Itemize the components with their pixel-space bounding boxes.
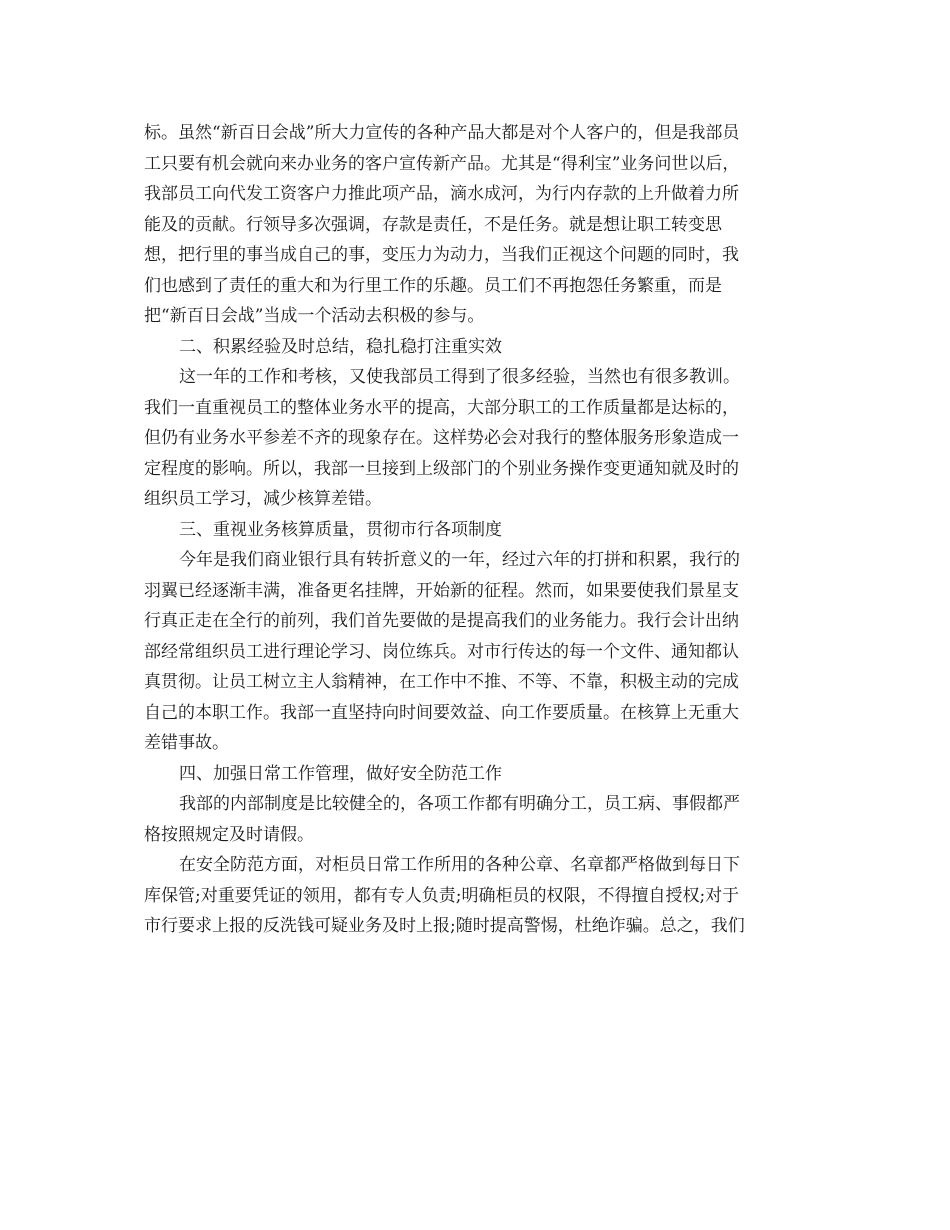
text-line: 们也感到了责任的重大和为行里工作的乐趣。员工们不再抱怨任务繁重，而是 (144, 275, 722, 296)
text-line: 今年是我们商业银行具有转折意义的一年，经过六年的打拼和积累，我行的 (179, 550, 740, 570)
text-line: 能及的贡献。行领导多次强调，存款是责任，不是任务。就是想让职工转变思 (144, 214, 722, 235)
text-line: 这一年的工作和考核，又使我部员工得到了很多经验，当然也有很多教训。 (179, 367, 740, 387)
section-heading: 三、重视业务核算质量，贯彻市行各项制度 (179, 519, 502, 540)
text-line: 部经常组织员工进行理论学习、岗位练兵。对市行传达的每一个文件、通知都认 (144, 641, 739, 662)
text-line: 但仍有业务水平参差不齐的现象存在。这样势必会对我行的整体服务形象造成一 (144, 428, 739, 448)
text-line: 标。虽然“新百日会战”所大力宣传的各种产品大都是对个人客户的，但是我部员 (144, 123, 740, 143)
text-line: 差错事故。 (144, 733, 229, 753)
text-line: 我部员工向代发工资客户力推此项产品，滴水成河，为行内存款的上升做着力所 (144, 184, 739, 204)
section-heading: 二、积累经验及时总结，稳扎稳打注重实效 (179, 336, 502, 357)
text-line: 行真正走在全行的前列，我们首先要做的是提高我们的业务能力。我行会计出纳 (144, 611, 739, 631)
text-line: 组织员工学习，减少核算差错。 (144, 489, 382, 509)
section-heading: 四、加强日常工作管理，做好安全防范工作 (179, 763, 502, 784)
text-line: 定程度的影响。所以，我部一旦接到上级部门的个别业务操作变更通知就及时的 (144, 458, 739, 479)
text-line: 羽翼已经逐渐丰满，准备更名挂牌，开始新的征程。然而，如果要使我们景星支 (144, 580, 739, 601)
text-line: 真贯彻。让员工树立主人翁精神，在工作中不推、不等、不靠，积极主动的完成 (144, 672, 739, 692)
text-line: 格按照规定及时请假。 (144, 824, 314, 845)
text-line: 市行要求上报的反洗钱可疑业务及时上报;随时提高警惕，杜绝诈骗。总之，我们 (144, 916, 745, 936)
text-line: 把“新百日会战”当成一个活动去积极的参与。 (144, 306, 485, 326)
body-text (144, 118, 804, 942)
text-line: 在安全防范方面，对柜员日常工作所用的各种公章、名章都严格做到每日下 (179, 855, 740, 875)
text-line: 想，把行里的事当成自己的事，变压力为动力，当我们正视这个问题的同时，我 (144, 245, 739, 265)
text-line: 我部的内部制度是比较健全的，各项工作都有明确分工，员工病、事假都严 (179, 794, 740, 814)
text-line: 自己的本职工作。我部一直坚持向时间要效益、向工作要质量。在核算上无重大 (144, 702, 739, 723)
text-line: 我们一直重视员工的整体业务水平的提高，大部分职工的工作质量都是达标的， (144, 397, 739, 418)
text-line: 工只要有机会就向来办业务的客户宣传新产品。尤其是“得利宝”业务问世以后， (144, 153, 740, 174)
text-line: 库保管;对重要凭证的领用，都有专人负责;明确柜员的权限，不得擅自授权;对于 (144, 885, 740, 906)
